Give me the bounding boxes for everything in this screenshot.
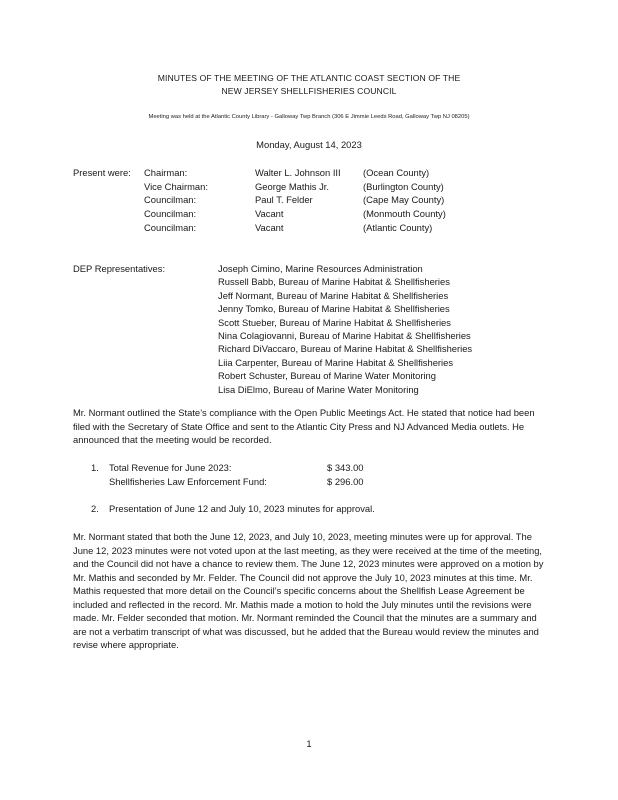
fund-value: $ 296.00 <box>327 475 364 487</box>
attendance-row <box>144 180 446 194</box>
fund-label: Shellfisheries Law Enforcement Fund: <box>109 475 267 487</box>
list-item: Liia Carpenter, Bureau of Marine Habitat & Shellfisheries <box>218 356 454 368</box>
member-county: (Atlantic County) <box>363 221 433 233</box>
member-role: Councilman: <box>144 194 197 206</box>
member-county: (Monmouth County) <box>363 208 446 220</box>
list-item: Scott Stueber, Bureau of Marine Habitat & Shellfisheries <box>218 316 451 328</box>
member-name: Vacant <box>255 208 284 220</box>
member-role: Councilman: <box>144 208 197 220</box>
list-item: Richard DiVaccaro, Bureau of Marine Habitat & Shellfisheries <box>218 343 473 355</box>
minutes-approval-item <box>91 502 375 516</box>
list-item: Lisa DiElmo, Bureau of Marine Water Monitoring <box>218 383 419 395</box>
member-name: Paul T. Felder <box>255 194 313 206</box>
list-item: Nina Colagiovanni, Bureau of Marine Habitat & Shellfisheries <box>218 330 471 342</box>
list-item: Joseph Cimino, Marine Resources Administration <box>218 263 423 274</box>
list-item: Jenny Tomko, Bureau of Marine Habitat & Shellfisheries <box>218 303 450 315</box>
member-county: (Cape May County) <box>363 194 445 206</box>
minutes-discussion-paragraph: Mr. Normant stated that both the June 12, 2023, and July 10, 2023, meeting minutes were up for approval. The June 12, 2023 minutes were not voted upon at the last meeting, as they were received at the time of the meeting, and the Council did not have a chance to review them. The June 12, 2023 minutes were approved on a motion by Mr. Mathis and seconded by Mr. Felder. The Council did not approve the July 10, 2023 minutes at this time. Mr. Mathis requested that more detail on the Council’s specific concerns about the Shellfish Lease Agreement be included and reflected in the record. Mr. Mathis made a motion to hold the July minutes until the revisions were made. Mr. Felder seconded that motion. Mr. Normant reminded the Council that the minutes are a summary and are not a verbatim transcript of what was discussed, but he added that the Bureau would review the minutes and revise where appropriate. <box>73 531 544 650</box>
attendance-row <box>144 221 446 235</box>
item-text: Presentation of June 12 and July 10, 2023 minutes for approval. <box>109 503 375 514</box>
revenue-label: Total Revenue for June 2023: <box>109 462 232 473</box>
member-role: Chairman: <box>144 167 188 178</box>
list-item: Robert Schuster, Bureau of Marine Water Monitoring <box>218 370 436 382</box>
list-item: Russell Babb, Bureau of Marine Habitat & Shellfisheries <box>218 276 450 288</box>
page-number: 1 <box>306 738 312 749</box>
item-number: 1. <box>91 462 99 473</box>
present-label: Present were: <box>73 167 131 178</box>
attendance-table <box>144 166 446 235</box>
open-meetings-paragraph: Mr. Normant outlined the State’s compliance with the Open Public Meetings Act. He stated that notice had been filed with the Secretary of State Office and sent to the Atlantic City Press and NJ Advanced Media outlets. He announced that the meeting would be recorded. <box>73 407 535 445</box>
list-item: Jeff Normant, Bureau of Marine Habitat & Shellfisheries <box>218 289 449 301</box>
member-role: Vice Chairman: <box>144 180 208 192</box>
attendance-row <box>144 166 446 180</box>
member-name: Walter L. Johnson III <box>255 167 341 178</box>
member-county: (Ocean County) <box>363 167 430 178</box>
title-line-2: NEW JERSEY SHELLFISHERIES COUNCIL <box>221 86 397 96</box>
dep-representatives-label: DEP Representatives: <box>73 263 166 274</box>
member-county: (Burlington County) <box>363 180 444 192</box>
member-name: George Mathis Jr. <box>255 180 329 192</box>
revenue-item <box>91 461 364 488</box>
attendance-row <box>144 193 446 207</box>
title-line-1: MINUTES OF THE MEETING OF THE ATLANTIC COAST SECTION OF THE <box>157 73 461 83</box>
revenue-value: $ 343.00 <box>327 462 364 473</box>
document-title <box>0 72 618 98</box>
meeting-location: Meeting was held at the Atlantic County Library - Galloway Twp Branch (306 E Jimmie Leeds Road, Galloway Twp NJ 08205) <box>148 114 470 120</box>
dep-representatives-list <box>218 262 472 396</box>
member-name: Vacant <box>255 221 284 233</box>
item-number: 2. <box>91 503 99 514</box>
attendance-row <box>144 207 446 221</box>
meeting-date: Monday, August 14, 2023 <box>256 139 362 150</box>
member-role: Councilman: <box>144 221 197 233</box>
